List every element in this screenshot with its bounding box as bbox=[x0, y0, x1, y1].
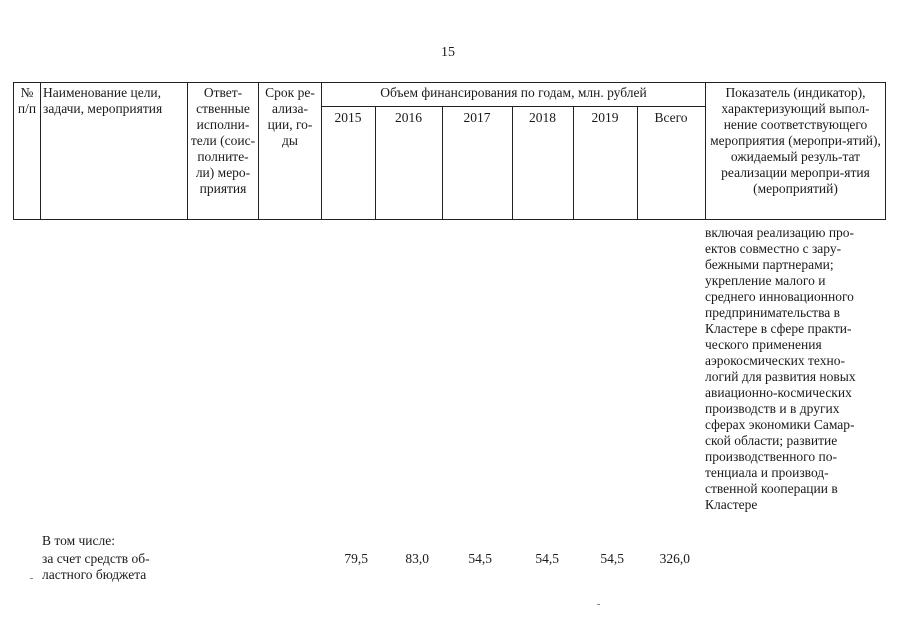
year-2016: 2016 bbox=[395, 110, 422, 125]
header-col-executors: Ответ-ственные исполни-тели (соис-полните-ли) меро-приятия bbox=[190, 85, 256, 196]
header-col-num: № п/п bbox=[17, 85, 37, 116]
regional-budget-label-line1: за счет средств об- bbox=[42, 551, 150, 566]
value-2016: 83,0 bbox=[405, 551, 429, 566]
including-label: В том числе: bbox=[42, 533, 115, 548]
indicator-line: укрепление малого и bbox=[705, 273, 826, 288]
header-col-period: Срок ре-ализа-ции, го-ды bbox=[265, 85, 315, 148]
indicator-line: авиационно-космических bbox=[705, 385, 852, 400]
page-number: 15 bbox=[441, 45, 455, 60]
scan-speck bbox=[30, 578, 33, 579]
indicator-line: ской области; развитие bbox=[705, 433, 838, 448]
indicator-line: ческого применения bbox=[705, 337, 822, 352]
indicator-line: включая реализацию про- bbox=[705, 225, 855, 240]
value-2015: 79,5 bbox=[344, 551, 368, 566]
indicator-line: Кластере в сфере практи- bbox=[705, 321, 852, 336]
indicator-line: среднего инновационного bbox=[705, 289, 854, 304]
header-col-name: Наименование цели, задачи, мероприятия bbox=[43, 85, 163, 116]
indicator-line: Кластере bbox=[705, 497, 758, 512]
indicator-line: производств и в других bbox=[705, 401, 840, 416]
value-2018: 54,5 bbox=[535, 551, 559, 566]
header-col-indicator: Показатель (индикатор), характеризующий выпол-нение соответствующего мероприятия (меропри-ятий), ожидаемый резуль-тат реализации меропри-ятия (мероприятий) bbox=[710, 85, 881, 196]
regional-budget-label-line2: ластного бюджета bbox=[42, 567, 147, 582]
year-2017: 2017 bbox=[463, 110, 491, 125]
indicator-line: ственной кооперации в bbox=[705, 481, 838, 496]
year-2018: 2018 bbox=[529, 110, 556, 125]
year-total: Всего bbox=[654, 110, 688, 125]
indicator-line: предпринимательства в bbox=[705, 305, 841, 320]
value-2017: 54,5 bbox=[468, 551, 492, 566]
indicator-line: логий для развития новых bbox=[705, 369, 856, 384]
indicator-line: тенциала и производ- bbox=[705, 465, 829, 480]
indicator-line: производственного по- bbox=[705, 449, 837, 464]
header-col-funding: Объем финансирования по годам, млн. рублей bbox=[380, 85, 647, 100]
indicator-line: аэрокосмических техно- bbox=[705, 353, 845, 368]
value-2019: 54,5 bbox=[600, 551, 624, 566]
value-total: 326,0 bbox=[659, 551, 690, 566]
indicator-text bbox=[705, 225, 883, 513]
year-2015: 2015 bbox=[334, 110, 362, 125]
scan-speck bbox=[597, 604, 600, 605]
year-2019: 2019 bbox=[591, 110, 619, 125]
indicator-line: ектов совместно с зару- bbox=[705, 241, 842, 256]
indicator-line: сферах экономики Самар- bbox=[705, 417, 855, 432]
indicator-line: бежными партнерами; bbox=[705, 257, 834, 272]
